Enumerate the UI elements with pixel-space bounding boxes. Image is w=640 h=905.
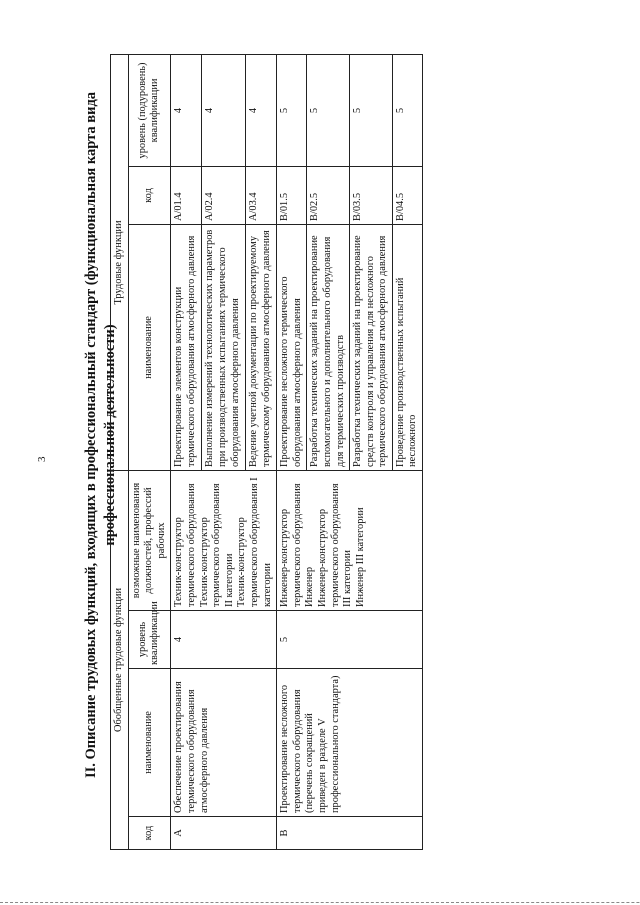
function-name: Проектирование элементов конструкции термического оборудования атмосферного давления	[171, 224, 202, 470]
function-code: B/03.5	[350, 166, 393, 224]
function-level: 5	[307, 54, 350, 166]
generalized-functions-header: Обобщенные трудовые функции	[111, 470, 129, 849]
col-code-header: код	[128, 817, 171, 850]
col-sublevel-header: уровень (подуровень) квалификации	[128, 54, 171, 166]
function-level: 4	[202, 54, 246, 166]
function-code: A/01.4	[171, 166, 202, 224]
functional-map-table	[110, 54, 423, 850]
function-name: Разработка технических заданий на проектирование вспомогательного и дополнительного оборудования для термических производств	[307, 224, 350, 470]
table-row	[171, 54, 202, 849]
group-name: Обеспечение проектирования термического оборудования атмосферного давления	[171, 669, 277, 817]
function-level: 5	[392, 54, 422, 166]
position-item: Техник-конструктор термического оборудования II категории	[198, 483, 235, 607]
col-function-code-header: код	[128, 166, 171, 224]
group-level: 5	[277, 611, 423, 669]
group-positions	[171, 470, 277, 610]
col-function-name-header: наименование	[128, 224, 171, 470]
scan-edge-mark	[0, 902, 640, 903]
position-item: Техник-конструктор термического оборудования	[173, 483, 197, 607]
title-line-2: профессиональной деятельности)	[102, 324, 118, 546]
function-level: 4	[171, 54, 202, 166]
function-level: 5	[350, 54, 393, 166]
header-row-2	[128, 54, 171, 849]
function-name: Разработка технических заданий на проектирование средств контроля и управления для несложного термического оборудования атмосферного давления	[350, 224, 393, 470]
position-item: Инженер-конструктор термического оборудования III категории	[316, 483, 354, 607]
function-code: B/02.5	[307, 166, 350, 224]
labor-functions-header: Трудовые функции	[111, 54, 129, 470]
group-level: 4	[171, 611, 277, 669]
col-name-header: наименование	[128, 669, 171, 817]
group-positions	[277, 470, 423, 610]
position-item: Техник-конструктор термического оборудования I категории	[236, 477, 273, 607]
col-level-header: уровень квалификации	[128, 611, 171, 669]
function-code: B/04.5	[392, 166, 422, 224]
table-row	[277, 54, 307, 849]
position-item: Инженер III категории	[354, 507, 366, 607]
group-code: A	[171, 817, 277, 850]
title-line-1: II. Описание трудовых функций, входящих в профессиональный стандарт (функциональная карта вида	[83, 91, 99, 779]
function-name: Проектирование несложного термического оборудования атмосферного давления	[277, 224, 307, 470]
header-row-1	[111, 54, 129, 849]
function-name: Выполнение измерений технологических параметров при производственных испытаниях термического оборудования атмосферного давления	[202, 224, 246, 470]
col-positions-header: возможные наименования должностей, профессий рабочих	[128, 470, 171, 610]
function-name: Ведение учетной документации по проектируемому термическому оборудованию атмосферного давления	[246, 224, 277, 470]
position-item: Инженер-конструктор термического оборудования	[279, 483, 303, 607]
function-level: 5	[277, 54, 307, 166]
position-item: Инженер	[304, 566, 316, 607]
function-code: A/02.4	[202, 166, 246, 224]
page-number: 3	[36, 456, 48, 462]
function-code: A/03.4	[246, 166, 277, 224]
function-level: 4	[246, 54, 277, 166]
function-code: B/01.5	[277, 166, 307, 224]
group-code: B	[277, 817, 423, 850]
group-name: Проектирование несложного термического оборудования (перечень сокращений приведен в разделе V профессионального стандарта)	[277, 669, 423, 817]
function-name: Проведение производственных испытаний несложного	[392, 224, 422, 470]
